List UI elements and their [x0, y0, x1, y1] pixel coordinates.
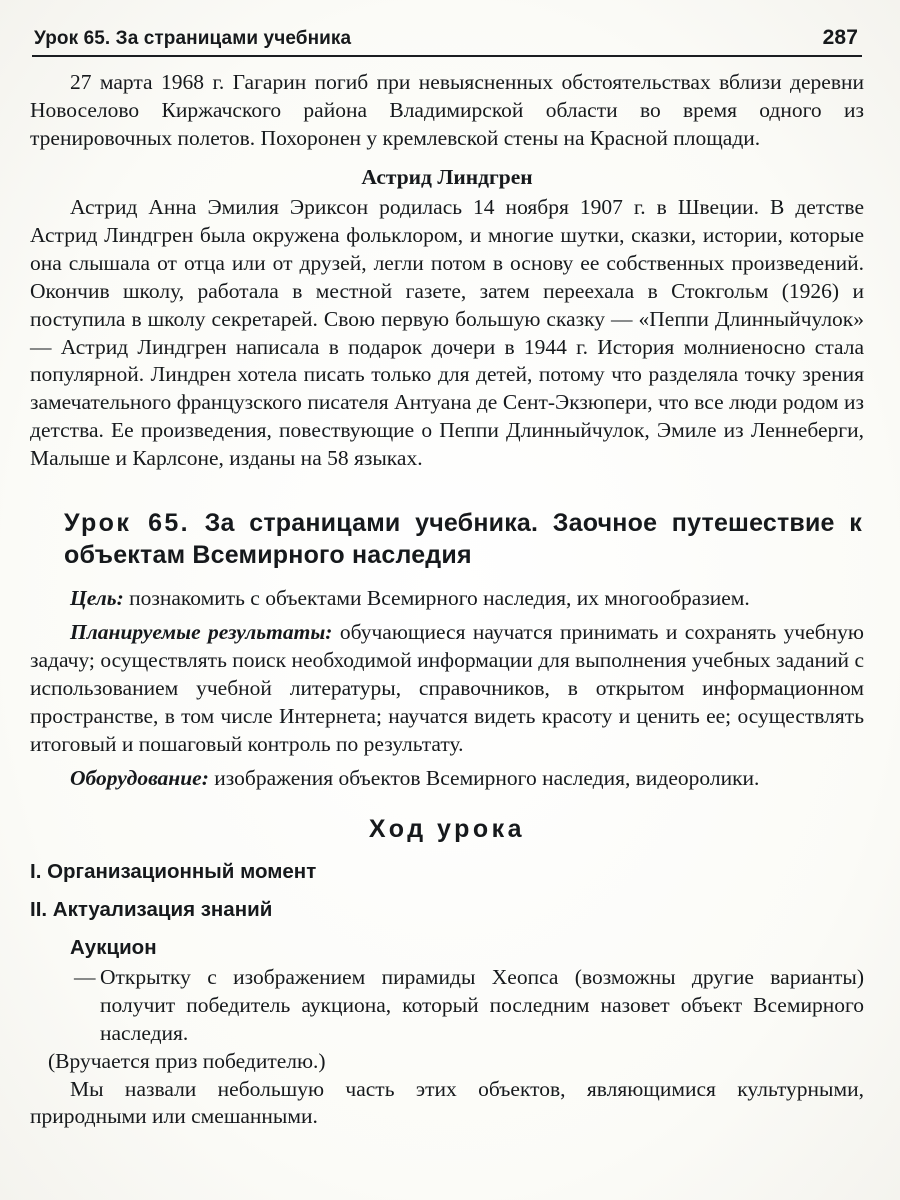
- equipment-paragraph: [30, 765, 864, 793]
- heading-lindgren: Астрид Линдгрен: [361, 164, 533, 189]
- prize-note: (Вручается приз победителю.): [48, 1048, 326, 1073]
- section-actualization: II. Актуализация знаний: [30, 897, 273, 921]
- auction-item-text: Открытку с изображением пирамиды Хеопса (возможны другие варианты) получит победитель аукциона, который последним назовет объект Всемирного наследия.: [100, 964, 864, 1045]
- lesson-title-text: За страницами учебника. Заочное путешествие к объектам Всемирного наследия: [64, 509, 862, 570]
- section-organizational-moment: I. Организационный момент: [30, 859, 317, 883]
- page-header: [30, 26, 864, 50]
- auction-list-item: [30, 964, 864, 1048]
- lesson-title-number: Урок 65.: [64, 509, 191, 538]
- dash-marker: —: [74, 964, 96, 989]
- hod-uroka-heading: Ход урока: [368, 814, 526, 843]
- results-label: Планируемые результаты:: [70, 620, 333, 645]
- header-title: Урок 65. За страницами учебника: [34, 28, 352, 49]
- lesson-title: [30, 507, 864, 571]
- results-text: обучающиеся научатся принимать и сохранять учебную задачу; осуществлять поиск необходимой информации для выполнения учебных заданий с использованием учебной литературы, справочников, в открытом информационном пространстве, в том числе Интернета; научатся видеть красоту и ценить ее; осуществлять итоговый и пошаговый контроль по результату.: [30, 620, 864, 756]
- paragraph-lindgren: Астрид Анна Эмилия Эриксон родилась 14 ноября 1907 г. в Швеции. В детстве Астрид Линдгрен была окружена фольклором, и многие шутки, сказки, истории, которые она слышала от отца или от друзей, легли потом в основу ее собственных произведений. Окончив школу, работала в местной газете, затем переехала в Стокгольм (1926) и поступила в школу секретарей. Свою первую большую сказку — «Пеппи Длинныйчулок» — Астрид Линдгрен написала в подарок дочери в 1944 г. История молниеносно стала популярной. Линдрен хотела писать только для детей, потому что разделяла точку зрения замечательного французского писателя Антуана де Сент-Экзюпери, что все люди родом из детства. Ее произведения, повествующие о Пеппи Длинныйчулок, Эмиле из Леннеберги, Малыше и Карлсоне, изданы на 58 языках.: [30, 194, 864, 471]
- equipment-text: изображения объектов Всемирного наследия, видеоролики.: [208, 765, 760, 790]
- goal-text: познакомить с объектами Всемирного наследия, их многообразием.: [123, 586, 750, 611]
- closing-paragraph: Мы назвали небольшую часть этих объектов, являющимися культурными, природными или смешанными.: [30, 1076, 864, 1129]
- results-paragraph: [30, 619, 864, 759]
- subsection-auction: Аукцион: [70, 935, 157, 959]
- header-divider: [32, 55, 862, 57]
- goal-label: Цель:: [70, 586, 124, 611]
- page-number: 287: [822, 26, 858, 49]
- goal-paragraph: [30, 585, 864, 613]
- paragraph-gagarin: 27 марта 1968 г. Гагарин погиб при невыясненных обстоятельствах вблизи деревни Новоселово Киржачского района Владимирской области во время одного из тренировочных полетов. Похоронен у кремлевской стены на Красной площади.: [30, 70, 864, 150]
- equipment-label: Оборудование:: [70, 765, 209, 790]
